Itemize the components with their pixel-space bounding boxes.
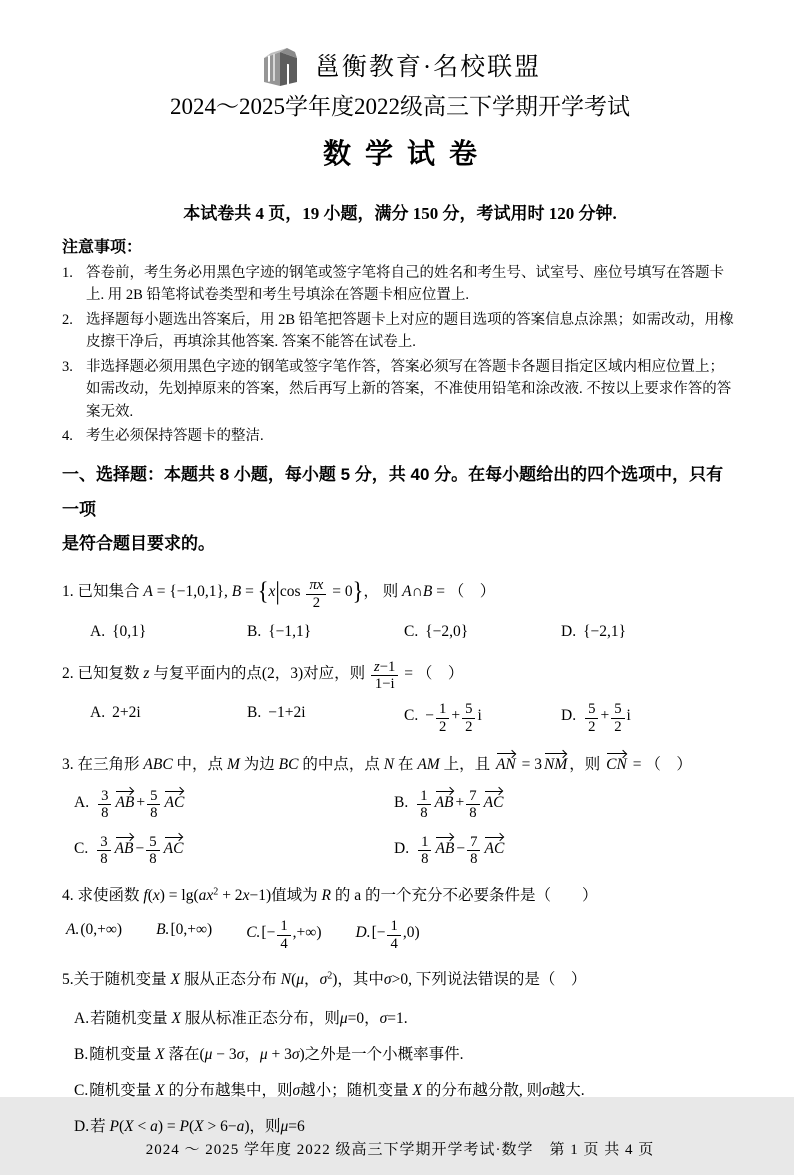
- option-content: {−2,0}: [425, 623, 469, 641]
- options: [62, 1007, 738, 1139]
- option-label: C.: [74, 1082, 89, 1100]
- option: [561, 701, 718, 735]
- option-label: C.: [74, 839, 89, 857]
- notice-item: [62, 356, 738, 423]
- notice-item-text: 答卷前，考生务必用黑色字迹的钢笔或签字笔将自己的姓名和考生号、试室号、座位号填写在答题卡上. 用 2B 铅笔将试卷类型和考生号填涂在答题卡相应位置上.: [86, 265, 724, 304]
- notice-item-text: 考生必须保持答题卡的整洁.: [86, 428, 264, 445]
- option: [90, 701, 247, 735]
- option: [246, 918, 321, 952]
- option-content: (0,+∞): [80, 921, 123, 939]
- option-content: −1+2i: [268, 704, 306, 722]
- subject-title: 数学试卷: [322, 137, 491, 169]
- question-stem: 4. 求使函数 $f(x) = \lg(ax^2 + 2x-1)$值域为 R 的 a 的一个充分不必要条件是（ ）: [62, 886, 598, 904]
- option: [404, 701, 561, 735]
- question-2: [62, 659, 738, 736]
- option-label: B.: [74, 1045, 89, 1063]
- option: [62, 1043, 738, 1066]
- option: [62, 1115, 738, 1138]
- option: [394, 834, 714, 868]
- option-label: A.: [90, 623, 106, 641]
- option: [404, 620, 561, 643]
- option-label: B.: [247, 704, 262, 722]
- option-content: [− $\frac{1}{4}$ ,+∞): [261, 918, 322, 952]
- option: [62, 1079, 738, 1102]
- notice-item-number: 3.: [62, 358, 73, 375]
- option: [356, 918, 420, 952]
- section-heading-line: 一、选择题：本题共 8 小题，每小题 5 分，共 40 分。在每小题给出的四个选项中，只有一项: [62, 464, 724, 519]
- option: [156, 918, 212, 952]
- options: [62, 620, 738, 643]
- option-label: B.: [156, 921, 170, 939]
- option-content: 随机变量 X 的分布越集中，则σ越小；随机变量 X 的分布越分散, 则σ越大.: [89, 1082, 585, 1100]
- option-label: A.: [74, 1009, 90, 1027]
- notice-item-number: 2.: [62, 311, 73, 328]
- option-content: {−1,1}: [268, 623, 312, 641]
- notice-item-text: 选择题每小题选出答案后，用 2B 铅笔把答题卡上对应的题目选项的答案信息点涂黑；如需改动，用橡皮擦干净后，再填涂其他答案. 答案不能答在试卷上.: [86, 311, 734, 351]
- paper-summary: 本试卷共 4 页，19 小题，满分 150 分，考试用时 120 分钟.: [183, 203, 617, 223]
- option: [62, 1007, 738, 1030]
- option-label: C.: [404, 707, 419, 725]
- notice-item: [62, 262, 738, 307]
- question-4: [62, 883, 738, 952]
- options: [62, 701, 738, 735]
- question-5: [62, 967, 738, 1138]
- notice-item-text: 非选择题必须用黑色字迹的钢笔或签字笔作答，答案必须写在答题卡各题目指定区域内相应位置上；如需改动，先划掉原来的答案，然后再写上新的答案，不准使用铅笔和涂改液. 不按以上要求作答的答案无效.: [86, 358, 732, 420]
- option-label: A.: [74, 793, 90, 811]
- option-content: $\frac{3}{8}$ AB + $\frac{5}{8}$ AC: [96, 794, 186, 811]
- option-label: B.: [394, 793, 409, 811]
- option-content: $\frac{3}{8}$ AB − $\frac{5}{8}$ AC: [95, 840, 185, 857]
- question-3: [62, 750, 738, 868]
- question-stem: 5.关于随机变量 X 服从正态分布 N(μ，$\sigma^2$)，其中σ>0, 下列说法错误的是（ ）: [62, 970, 587, 989]
- option-content: 若随机变量 X 服从标准正态分布，则μ=0，σ=1.: [90, 1009, 408, 1027]
- organization-name: 邕衡教育·名校联盟: [314, 54, 542, 82]
- option: [247, 620, 404, 643]
- option-content: [− $\frac{1}{4}$ ,0): [371, 918, 420, 952]
- option-content: {0,1}: [112, 623, 147, 641]
- notice-item-number: 1.: [62, 265, 73, 281]
- option: [74, 834, 394, 868]
- exam-session-title: 2024～2025学年度2022级高三下学期开学考试: [170, 94, 630, 119]
- notice-item: [62, 425, 738, 447]
- section-heading-line: 是符合题目要求的。: [62, 534, 215, 554]
- option-content: − $\frac{1}{2}$ + $\frac{5}{2}$ i: [425, 701, 482, 735]
- questions: [62, 562, 738, 1138]
- option-label: A.: [90, 704, 106, 722]
- option-content: $\frac{5}{2}$ + $\frac{5}{2}$ i: [583, 707, 631, 724]
- option-content: $\frac{1}{8}$ AB − $\frac{7}{8}$ AC: [416, 840, 506, 857]
- section-heading: [62, 458, 738, 563]
- option-label: C.: [404, 623, 419, 641]
- book-logo-icon: [259, 48, 303, 88]
- option-label: D.: [561, 623, 577, 641]
- question-1: [62, 577, 738, 643]
- option: [247, 701, 404, 735]
- option-label: D.: [74, 1118, 90, 1136]
- option: [561, 620, 718, 643]
- question-stem: 2. 已知复数 z 与复平面内的点(2，3)对应，则 $\frac{z-1}{1-i}$ = （ ）: [62, 658, 464, 692]
- option-label: A.: [66, 921, 80, 939]
- options: [62, 788, 738, 868]
- option-content: $\frac{1}{8}$ AB + $\frac{7}{8}$ AC: [415, 794, 505, 811]
- option-content: [0,+∞): [170, 921, 213, 939]
- notice-item-number: 4.: [62, 428, 73, 445]
- option-content: {−2,1}: [583, 623, 627, 641]
- option-label: C.: [246, 924, 261, 942]
- option-label: D.: [394, 839, 410, 857]
- option: [74, 788, 394, 822]
- options: [62, 918, 738, 952]
- option-content: 若 P(X < a) = P(X > 6−a)，则μ=6: [90, 1118, 305, 1136]
- option-label: B.: [247, 623, 262, 641]
- option: [90, 620, 247, 643]
- brand-row: [62, 48, 738, 88]
- option-content: 2+2i: [112, 704, 141, 722]
- question-stem: 1. 已知集合 A = {−1,0,1}, B = {x|cos $\frac{\pi x}{2}$ = 0}， 则 A∩B = （ ）: [62, 576, 496, 611]
- option: [394, 788, 714, 822]
- notice-title: 注意事项：: [62, 239, 143, 256]
- option-label: D.: [355, 924, 371, 942]
- page-footer: 2024 ～ 2025 学年度 2022 级高三下学期开学考试·数学 第 1 页 共 4 页: [145, 1141, 655, 1158]
- option-label: D.: [561, 707, 577, 725]
- option: [66, 918, 122, 952]
- option-content: 随机变量 X 落在(μ − 3σ，μ + 3σ)之外是一个小概率事件.: [89, 1045, 464, 1063]
- question-stem: 3. 在三角形 ABC 中，点 M 为边 BC 的中点，点 N 在 AM 上，且 AN = 3 NM ，则 CN = （ ）: [62, 750, 738, 778]
- notice-item: [62, 309, 738, 354]
